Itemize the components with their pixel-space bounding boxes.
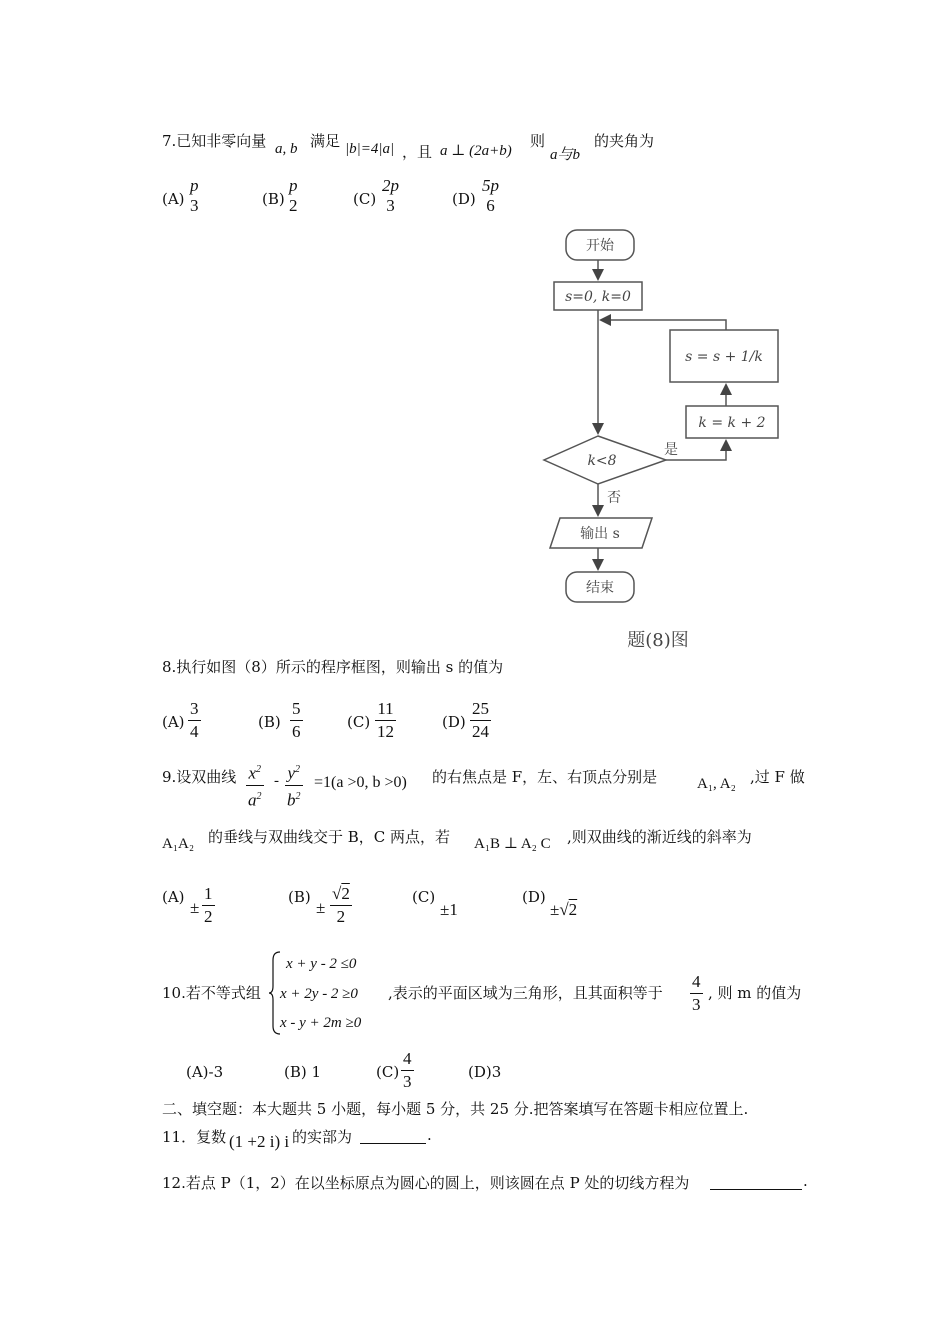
q10-option-c-label: (C) [376, 1063, 400, 1081]
flow-end-text: 结束 [586, 580, 614, 596]
q9-condition: =1(a >0, b >0) [314, 774, 407, 791]
flow-init-text: s=0, k=0 [565, 289, 631, 305]
fraction-numerator: 5 [292, 699, 301, 718]
q9-option-b: √2 2 [332, 884, 350, 926]
minus-sign: - [274, 773, 279, 789]
q7-vectors: a, b [275, 141, 298, 157]
q10-option-d: (D)3 [468, 1063, 502, 1081]
q9-option-c-label: (C) [412, 888, 436, 906]
q9-option-b-label: (B) [288, 888, 311, 906]
q7-satisfy: 满足 [310, 132, 341, 150]
fraction-numerator: p [190, 176, 199, 195]
flow-no-label: 否 [607, 490, 621, 506]
q9-option-d: ±√2 [550, 900, 578, 919]
q10-inequality-2: x + 2y - 2 ≥0 [280, 986, 358, 1002]
q9-option-d-label: (D) [522, 888, 546, 906]
plus-minus: ± [316, 898, 326, 917]
q8-option-d [470, 699, 491, 742]
q9-vertices: A₁, A₂ [697, 776, 736, 792]
fraction-numerator: 4 [403, 1049, 412, 1068]
flow-caption: 题(8)图 [627, 630, 689, 651]
q7-option-c-label: (C) [353, 190, 377, 208]
fraction-denominator: 2 [289, 196, 298, 215]
q7-option-b [287, 176, 300, 216]
flow-update-k-text: k = k + 2 [698, 415, 766, 431]
section-2-heading: 二、填空题：本大题共 5 小题，每小题 5 分，共 25 分.把答案填写在答题卡相应位置上. [162, 1100, 749, 1118]
q10-mid: ,表示的平面区域为三角形，且其面积等于 [388, 984, 663, 1002]
q9-tail: ,过 F 做 [750, 768, 805, 786]
q11-answer-blank[interactable] [360, 1127, 426, 1144]
q9-mid: 的右焦点是 F，左、右顶点分别是 [432, 768, 658, 786]
plus-minus: ± [190, 898, 200, 917]
fraction-denominator: 3 [403, 1072, 412, 1091]
fraction-bar [188, 720, 201, 721]
fraction-bar [202, 905, 215, 906]
q10-tail: , 则 m 的值为 [708, 984, 802, 1002]
q7-stem-start: 7.已知非零向量 [162, 132, 267, 150]
fraction-numerator: 25 [472, 699, 489, 718]
flowchart-figure [530, 222, 800, 662]
q9-a1a2: A₁A₂ [162, 836, 195, 852]
fraction-numerator: 5p [482, 176, 499, 195]
q7-a-and-b: a与b [550, 147, 581, 163]
q10-inequality-3: x - y + 2m ≥0 [280, 1015, 362, 1031]
q9-stem-start: 9.设双曲线 [162, 768, 237, 786]
q7-condition-2: a ⊥ (2a+b) [440, 143, 512, 159]
fraction-bar [375, 720, 396, 721]
q7-option-c [380, 176, 401, 216]
fraction-numerator: 4 [692, 972, 701, 991]
q10-inequality-1: x + y - 2 ≤0 [286, 956, 357, 972]
fraction-bar [285, 785, 303, 786]
q9-line2-tail: ,则双曲线的渐近线的斜率为 [567, 828, 752, 846]
fraction-numerator: p [289, 176, 298, 195]
fraction-denominator: 6 [292, 722, 301, 741]
q8-option-a-label: (A) [162, 713, 185, 731]
q8-stem: 8.执行如图（8）所示的程序框图，则输出 s 的值为 [162, 658, 504, 676]
fraction-denominator: 3 [692, 995, 701, 1014]
q8-option-b [290, 699, 303, 742]
q11-stem: 11．复数 [162, 1128, 227, 1146]
q12-answer-blank[interactable] [710, 1173, 802, 1190]
q11-end: . [427, 1126, 432, 1144]
fraction-numerator: 11 [377, 699, 394, 718]
q10-stem: 10.若不等式组 [162, 984, 261, 1002]
fraction-denominator: 12 [377, 722, 394, 741]
q7-tail: 的夹角为 [594, 132, 655, 150]
q9-option-c: ±1 [440, 900, 458, 919]
q7-option-a-label: (A) [162, 190, 185, 208]
flow-update-s-text: s = s + 1/k [685, 349, 763, 365]
q9-option-a-label: (A) [162, 888, 185, 906]
fraction-bar [246, 785, 264, 786]
fraction-denominator: 6 [486, 196, 495, 215]
flow-yes-label: 是 [664, 442, 678, 458]
q8-option-d-label: (D) [442, 713, 466, 731]
hyperbola-y-term: $y^2$ $b^2$ [287, 763, 301, 810]
q12-end: . [803, 1172, 808, 1190]
fraction-bar [401, 1070, 414, 1071]
flow-condition-text: k<8 [587, 453, 617, 469]
fraction-numerator: 2p [382, 176, 399, 195]
flow-arrow-loop [602, 320, 726, 330]
fraction-bar [330, 905, 352, 906]
fraction-denominator: 24 [472, 722, 489, 741]
q8-option-c-label: (C) [347, 713, 371, 731]
flow-start-text: 开始 [586, 238, 614, 254]
q7-option-a [188, 176, 201, 216]
fraction-bar [290, 720, 303, 721]
q11-expression: (1 +2 i) i [229, 1132, 290, 1151]
fraction-denominator: 3 [386, 196, 395, 215]
q7-option-d [480, 176, 501, 216]
q11-tail: 的实部为 [292, 1128, 353, 1146]
q9-perp: A₁B ⊥ A₂ C [474, 836, 551, 852]
fraction-denominator: 3 [190, 196, 199, 215]
q7-condition-1: |b|=4|a| [345, 141, 395, 157]
fraction-denominator: 4 [190, 722, 199, 741]
q8-option-a [188, 699, 201, 742]
q12-stem: 12.若点 P（1，2）在以坐标原点为圆心的圆上，则该圆在点 P 处的切线方程为 [162, 1174, 690, 1192]
flow-output-text: 输出 s [580, 526, 620, 542]
q9-option-a: 1 2 [204, 884, 213, 926]
q7-then: 则 [530, 132, 546, 150]
fraction-bar [690, 993, 703, 994]
fraction-numerator: 3 [190, 699, 199, 718]
q8-option-c [375, 699, 396, 742]
q10-option-c [401, 1049, 414, 1092]
q7-option-d-label: (D) [452, 190, 476, 208]
hyperbola-x-term: $x^2$ $a^2$ [248, 763, 262, 810]
q7-and: ，且 [402, 143, 433, 161]
q10-option-b: (B) 1 [284, 1063, 322, 1081]
q7-option-b-label: (B) [262, 190, 285, 208]
q10-option-a: (A)-3 [186, 1063, 224, 1081]
q10-area-fraction [690, 972, 703, 1015]
q8-option-b-label: (B) [258, 713, 281, 731]
q9-line2: 的垂线与双曲线交于 B，C 两点，若 [208, 828, 451, 846]
fraction-bar [470, 720, 491, 721]
